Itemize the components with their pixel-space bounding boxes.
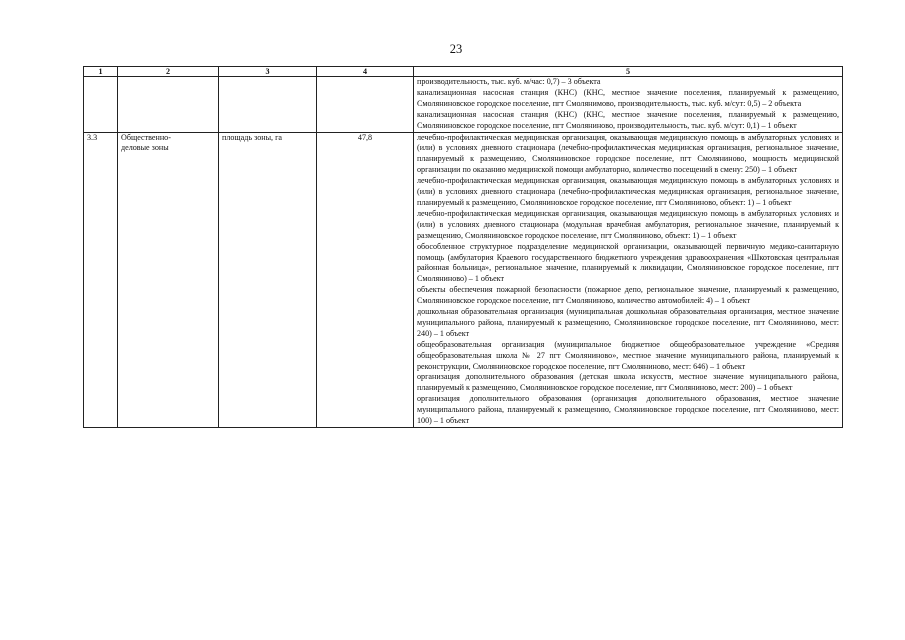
row-number: 3.3 — [84, 132, 118, 427]
zone-name-line: деловые зоны — [121, 143, 169, 153]
planning-table — [83, 66, 843, 428]
object-entry: лечебно-профилактическая медицинская организация, оказывающая медицинскую помощь в амбулаторных условиях и (или) в условиях дневного стационара (модульная врачебная амбулатория, региональное значение, планируемый к размещению, Смоляниновское городское поселение, пгт Смоляниново, объект: 1) – 1 объект — [417, 208, 839, 240]
cell-name-empty — [118, 77, 219, 133]
cell-value-empty — [317, 77, 414, 133]
object-entry: лечебно-профилактическая медицинская организация, оказывающая медицинскую помощь в амбулаторных условиях и (или) в условиях дневного стационара (лечебно-профилактическая медицинская организация, региональное значение, планируемый к размещению, Смоляниновское городское поселение, пгт Смоляниново, объект: 1) – 1 объект — [417, 176, 839, 207]
object-entry: организация дополнительного образования (организация дополнительного образования, местное значение муниципального района, планируемый к размещению, Смоляниновское городское поселение, пгт Смоляниново, мест: 100) – 1 объект — [417, 394, 839, 426]
object-entry: общеобразовательная организация (муниципальное бюджетное общеобразовательное учреждение «Средняя общеобразовательная школа № 27 пгт Смоляниново», местное значение муниципального района, планируемый к реконструкции, Смоляниновское городское поселение, пгт Смоляниново, мест: 646) – 1 объект — [417, 339, 839, 371]
column-header-3: 3 — [219, 67, 317, 77]
cell-objects-continuation — [414, 77, 843, 133]
table-row-3-3 — [84, 132, 843, 427]
indicator-value: 47,8 — [317, 132, 414, 427]
table-row-continuation — [84, 77, 843, 133]
cell-indicator-empty — [219, 77, 317, 133]
object-entry: лечебно-профилактическая медицинская организация, оказывающая медицинскую помощь в амбулаторных условиях и (или) в условиях дневного стационара (лечебно-профилактическая медицинская организация, региональное значение, планируемый к размещению, Смоляниновское городское поселение, пгт Смоляниново, мощность медицинской организации по оказанию медицинской помощи амбулаторно, количество посещений в смену: 250) – 1 объект — [417, 132, 839, 175]
column-header-4: 4 — [317, 67, 414, 77]
object-entry: дошкольная образовательная организация (муниципальная дошкольная образовательная организация, местное значение муниципального района, планируемый к размещению, Смоляниновское городское поселение, пгт Смоляниново, мест: 240) – 1 объект — [417, 307, 839, 338]
zone-name-line: Общественно- — [121, 132, 171, 142]
object-entry: канализационная насосная станция (КНС) (КНС, местное значение поселения, планируемый к размещению, Смоляниновское городское поселение, пгт Смоляниново, производительность, тыс. куб. м/сут: 0,1) – 1 объект — [417, 109, 839, 130]
object-entry: канализационная насосная станция (КНС) (КНС, местное значение поселения, планируемый к размещению, Смоляниновское городское поселение, пгт Смолянимово, производительность, тыс. куб. м/сут: 0,5) – 2 объекта — [417, 87, 839, 108]
object-entry: производительность, тыс. куб. м/час: 0,7) – 3 объекта — [417, 77, 601, 86]
object-entry: обособленное структурное подразделение медицинской организации, оказывающей первичную медико-санитарную помощь (амбулатория Краевого государственного бюджетного учреждения здравоохранения «Шкотовская центральная районная больница», региональное значение, планируемый к ликвидации, Смоляниновское городское поселение, пгт Смоляниново) – 1 объект — [417, 241, 839, 284]
table-header-row — [84, 67, 843, 77]
zone-name — [118, 132, 219, 427]
object-entry: организация дополнительного образования (детская школа искусств, местное значение муниципального района, планируемый к размещению, Смоляниновское городское поселение, пгт Смоляниново, мест: 200) – 1 объект — [417, 372, 839, 393]
cell-number-empty — [84, 77, 118, 133]
column-header-5: 5 — [414, 67, 843, 77]
column-header-2: 2 — [118, 67, 219, 77]
page-number: 23 — [449, 42, 463, 56]
object-entry: объекты обеспечения пожарной безопасности (пожарное депо, региональное значение, планируемый к размещению, Смоляниновское городское поселение, пгт Смоляниново, количество автомобилей: 4) – 1 объект — [417, 285, 839, 306]
cell-objects — [414, 132, 843, 427]
indicator-name: площадь зоны, га — [219, 132, 317, 427]
column-header-1: 1 — [84, 67, 118, 77]
